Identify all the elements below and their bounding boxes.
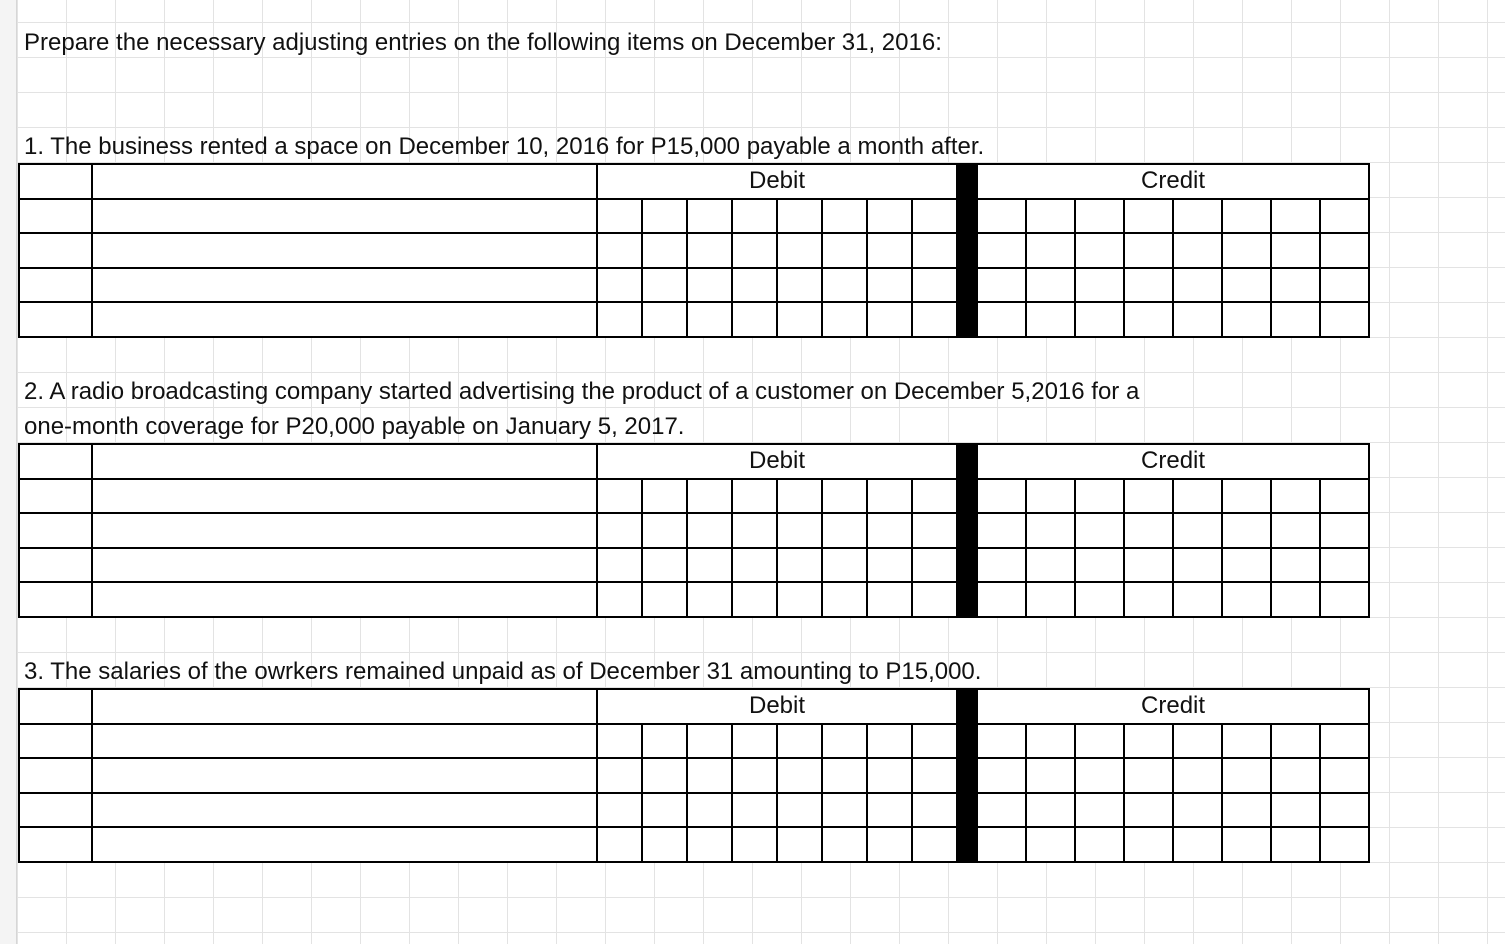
account-title-cell[interactable] (92, 689, 597, 724)
account-title-cell[interactable] (92, 827, 597, 862)
credit-digit-cell[interactable] (1075, 827, 1124, 862)
credit-digit-cell[interactable] (1026, 479, 1075, 514)
debit-digit-cell[interactable] (597, 548, 642, 583)
credit-digit-cell[interactable] (1026, 302, 1075, 337)
credit-digit-cell[interactable] (1222, 302, 1271, 337)
account-title-cell[interactable] (92, 479, 597, 514)
date-cell[interactable] (19, 479, 92, 514)
credit-digit-cell[interactable] (1320, 582, 1369, 617)
credit-digit-cell[interactable] (1173, 199, 1222, 234)
debit-digit-cell[interactable] (597, 758, 642, 793)
debit-digit-cell[interactable] (732, 233, 777, 268)
debit-digit-cell[interactable] (597, 827, 642, 862)
debit-digit-cell[interactable] (822, 302, 867, 337)
credit-digit-cell[interactable] (1271, 827, 1320, 862)
credit-digit-cell[interactable] (1075, 479, 1124, 514)
debit-digit-cell[interactable] (732, 724, 777, 759)
debit-digit-cell[interactable] (822, 827, 867, 862)
credit-digit-cell[interactable] (977, 582, 1026, 617)
debit-digit-cell[interactable] (912, 793, 957, 828)
debit-digit-cell[interactable] (597, 513, 642, 548)
row-header-gutter (0, 0, 17, 944)
journal-entry-row (19, 827, 1369, 862)
credit-digit-cell[interactable] (977, 302, 1026, 337)
debit-digit-cell[interactable] (687, 513, 732, 548)
debit-digit-cell[interactable] (777, 582, 822, 617)
debit-digit-cell[interactable] (912, 233, 957, 268)
credit-digit-cell[interactable] (1075, 302, 1124, 337)
credit-digit-cell[interactable] (1222, 548, 1271, 583)
credit-digit-cell[interactable] (1026, 724, 1075, 759)
debit-digit-cell[interactable] (822, 758, 867, 793)
journal-table-2 (18, 443, 1370, 618)
credit-digit-cell[interactable] (977, 793, 1026, 828)
item-1-text: 1. The business rented a space on December 10, 2016 for P15,000 payable a month after. (24, 133, 985, 160)
credit-digit-cell[interactable] (1222, 793, 1271, 828)
credit-digit-cell[interactable] (1026, 582, 1075, 617)
date-cell[interactable] (19, 793, 92, 828)
journal-header-row (19, 689, 1369, 724)
debit-digit-cell[interactable] (642, 479, 687, 514)
debit-digit-cell[interactable] (822, 513, 867, 548)
debit-digit-cell[interactable] (912, 479, 957, 514)
journal-entry-row (19, 582, 1369, 617)
credit-digit-cell[interactable] (1320, 827, 1369, 862)
debit-digit-cell[interactable] (687, 548, 732, 583)
credit-digit-cell[interactable] (1222, 199, 1271, 234)
credit-digit-cell[interactable] (977, 268, 1026, 303)
debit-digit-cell[interactable] (777, 199, 822, 234)
journal-entry-row (19, 513, 1369, 548)
item-3-text: 3. The salaries of the owrkers remained unpaid as of December 31 amounting to P15,000. (24, 658, 982, 685)
debit-digit-cell[interactable] (777, 513, 822, 548)
journal-entry-row (19, 199, 1369, 234)
debit-digit-cell[interactable] (912, 548, 957, 583)
journal-entry-row (19, 268, 1369, 303)
credit-digit-cell[interactable] (1026, 268, 1075, 303)
debit-digit-cell[interactable] (597, 268, 642, 303)
credit-digit-cell[interactable] (977, 548, 1026, 583)
credit-digit-cell[interactable] (977, 758, 1026, 793)
credit-digit-cell[interactable] (1124, 513, 1173, 548)
journal-entry-row (19, 724, 1369, 759)
journal-table-1 (18, 163, 1370, 338)
debit-digit-cell[interactable] (867, 233, 912, 268)
debit-digit-cell[interactable] (732, 513, 777, 548)
date-cell[interactable] (19, 827, 92, 862)
credit-digit-cell[interactable] (1075, 758, 1124, 793)
debit-digit-cell[interactable] (597, 724, 642, 759)
credit-digit-cell[interactable] (1271, 548, 1320, 583)
debit-digit-cell[interactable] (597, 582, 642, 617)
credit-digit-cell[interactable] (1222, 827, 1271, 862)
credit-digit-cell[interactable] (1320, 793, 1369, 828)
credit-digit-cell[interactable] (1271, 479, 1320, 514)
debit-digit-cell[interactable] (822, 199, 867, 234)
debit-digit-cell[interactable] (777, 758, 822, 793)
date-cell[interactable] (19, 233, 92, 268)
credit-digit-cell[interactable] (1222, 513, 1271, 548)
credit-digit-cell[interactable] (1026, 233, 1075, 268)
item-2-text-line-2: one-month coverage for P20,000 payable on January 5, 2017. (24, 413, 685, 440)
debit-digit-cell[interactable] (687, 302, 732, 337)
credit-digit-cell[interactable] (1173, 758, 1222, 793)
credit-digit-cell[interactable] (1173, 233, 1222, 268)
journal-header-row (19, 444, 1369, 479)
credit-digit-cell[interactable] (977, 724, 1026, 759)
debit-digit-cell[interactable] (822, 724, 867, 759)
credit-digit-cell[interactable] (1271, 513, 1320, 548)
credit-digit-cell[interactable] (1026, 199, 1075, 234)
credit-digit-cell[interactable] (1222, 724, 1271, 759)
debit-digit-cell[interactable] (777, 548, 822, 583)
debit-digit-cell[interactable] (912, 513, 957, 548)
date-cell[interactable] (19, 444, 92, 479)
debit-digit-cell[interactable] (732, 268, 777, 303)
credit-digit-cell[interactable] (1173, 793, 1222, 828)
credit-digit-cell[interactable] (1124, 758, 1173, 793)
debit-digit-cell[interactable] (687, 582, 732, 617)
debit-digit-cell[interactable] (687, 479, 732, 514)
account-title-cell[interactable] (92, 444, 597, 479)
debit-digit-cell[interactable] (687, 793, 732, 828)
credit-header: Credit (977, 444, 1369, 479)
debit-digit-cell[interactable] (597, 233, 642, 268)
credit-digit-cell[interactable] (977, 827, 1026, 862)
credit-digit-cell[interactable] (1026, 793, 1075, 828)
debit-digit-cell[interactable] (642, 199, 687, 234)
debit-digit-cell[interactable] (642, 302, 687, 337)
debit-digit-cell[interactable] (822, 268, 867, 303)
debit-digit-cell[interactable] (912, 724, 957, 759)
debit-digit-cell[interactable] (867, 582, 912, 617)
debit-digit-cell[interactable] (822, 548, 867, 583)
debit-digit-cell[interactable] (867, 268, 912, 303)
credit-digit-cell[interactable] (1075, 793, 1124, 828)
journal-entry-row (19, 548, 1369, 583)
debit-digit-cell[interactable] (867, 548, 912, 583)
item-2-text-line-1: 2. A radio broadcasting company started advertising the product of a customer on December 5,2016 for a (24, 378, 1140, 405)
debit-digit-cell[interactable] (867, 513, 912, 548)
debit-digit-cell[interactable] (822, 479, 867, 514)
debit-digit-cell[interactable] (642, 233, 687, 268)
debit-digit-cell[interactable] (642, 548, 687, 583)
debit-digit-cell[interactable] (732, 199, 777, 234)
debit-digit-cell[interactable] (732, 548, 777, 583)
credit-digit-cell[interactable] (1320, 513, 1369, 548)
date-cell[interactable] (19, 302, 92, 337)
credit-digit-cell[interactable] (1173, 268, 1222, 303)
credit-digit-cell[interactable] (1075, 233, 1124, 268)
debit-digit-cell[interactable] (687, 827, 732, 862)
journal-entry-row (19, 479, 1369, 514)
debit-digit-cell[interactable] (777, 724, 822, 759)
credit-digit-cell[interactable] (1075, 724, 1124, 759)
credit-digit-cell[interactable] (1222, 268, 1271, 303)
credit-digit-cell[interactable] (1173, 582, 1222, 617)
date-cell[interactable] (19, 689, 92, 724)
credit-digit-cell[interactable] (1271, 199, 1320, 234)
credit-digit-cell[interactable] (1075, 548, 1124, 583)
credit-digit-cell[interactable] (1075, 513, 1124, 548)
journal-entry-row (19, 793, 1369, 828)
debit-digit-cell[interactable] (822, 233, 867, 268)
credit-digit-cell[interactable] (1124, 548, 1173, 583)
debit-digit-cell[interactable] (867, 199, 912, 234)
credit-digit-cell[interactable] (1124, 479, 1173, 514)
debit-digit-cell[interactable] (687, 758, 732, 793)
debit-digit-cell[interactable] (912, 758, 957, 793)
debit-digit-cell[interactable] (597, 479, 642, 514)
credit-digit-cell[interactable] (1173, 548, 1222, 583)
journal-entry-row (19, 758, 1369, 793)
debit-digit-cell[interactable] (732, 582, 777, 617)
credit-digit-cell[interactable] (1026, 548, 1075, 583)
credit-digit-cell[interactable] (1271, 268, 1320, 303)
debit-digit-cell[interactable] (642, 758, 687, 793)
credit-digit-cell[interactable] (1124, 827, 1173, 862)
debit-digit-cell[interactable] (777, 479, 822, 514)
account-title-cell[interactable] (92, 582, 597, 617)
journal-entry-row (19, 302, 1369, 337)
account-title-cell[interactable] (92, 164, 597, 199)
account-title-cell[interactable] (92, 513, 597, 548)
credit-digit-cell[interactable] (1173, 302, 1222, 337)
debit-digit-cell[interactable] (867, 793, 912, 828)
credit-digit-cell[interactable] (1320, 199, 1369, 234)
date-cell[interactable] (19, 513, 92, 548)
credit-digit-cell[interactable] (977, 513, 1026, 548)
credit-digit-cell[interactable] (1173, 724, 1222, 759)
debit-digit-cell[interactable] (732, 827, 777, 862)
credit-digit-cell[interactable] (1320, 758, 1369, 793)
credit-digit-cell[interactable] (1271, 724, 1320, 759)
credit-digit-cell[interactable] (1124, 582, 1173, 617)
credit-digit-cell[interactable] (1320, 724, 1369, 759)
debit-digit-cell[interactable] (642, 724, 687, 759)
debit-digit-cell[interactable] (867, 302, 912, 337)
debit-header: Debit (597, 444, 957, 479)
credit-digit-cell[interactable] (1075, 582, 1124, 617)
credit-digit-cell[interactable] (1271, 302, 1320, 337)
credit-digit-cell[interactable] (1271, 233, 1320, 268)
credit-digit-cell[interactable] (1320, 233, 1369, 268)
credit-digit-cell[interactable] (1173, 513, 1222, 548)
debit-digit-cell[interactable] (777, 827, 822, 862)
journal-header-row (19, 164, 1369, 199)
credit-digit-cell[interactable] (1124, 199, 1173, 234)
account-title-cell[interactable] (92, 793, 597, 828)
debit-digit-cell[interactable] (687, 233, 732, 268)
debit-digit-cell[interactable] (777, 233, 822, 268)
credit-digit-cell[interactable] (1320, 548, 1369, 583)
debit-credit-separator (957, 444, 977, 617)
credit-digit-cell[interactable] (1124, 233, 1173, 268)
debit-digit-cell[interactable] (687, 199, 732, 234)
date-cell[interactable] (19, 582, 92, 617)
debit-digit-cell[interactable] (732, 302, 777, 337)
debit-digit-cell[interactable] (642, 582, 687, 617)
debit-digit-cell[interactable] (687, 724, 732, 759)
credit-digit-cell[interactable] (1222, 479, 1271, 514)
debit-digit-cell[interactable] (912, 268, 957, 303)
debit-digit-cell[interactable] (822, 582, 867, 617)
debit-digit-cell[interactable] (597, 793, 642, 828)
debit-digit-cell[interactable] (642, 513, 687, 548)
debit-digit-cell[interactable] (642, 793, 687, 828)
account-title-cell[interactable] (92, 268, 597, 303)
credit-digit-cell[interactable] (1173, 827, 1222, 862)
debit-digit-cell[interactable] (867, 724, 912, 759)
credit-digit-cell[interactable] (1222, 233, 1271, 268)
credit-digit-cell[interactable] (977, 233, 1026, 268)
debit-digit-cell[interactable] (732, 758, 777, 793)
journal-entry-row (19, 233, 1369, 268)
date-cell[interactable] (19, 758, 92, 793)
credit-digit-cell[interactable] (1124, 793, 1173, 828)
debit-header: Debit (597, 164, 957, 199)
date-cell[interactable] (19, 548, 92, 583)
credit-digit-cell[interactable] (977, 479, 1026, 514)
debit-credit-separator (957, 689, 977, 862)
debit-digit-cell[interactable] (597, 199, 642, 234)
debit-digit-cell[interactable] (912, 199, 957, 234)
debit-digit-cell[interactable] (732, 793, 777, 828)
account-title-cell[interactable] (92, 548, 597, 583)
credit-digit-cell[interactable] (1173, 479, 1222, 514)
credit-digit-cell[interactable] (1026, 827, 1075, 862)
credit-digit-cell[interactable] (977, 199, 1026, 234)
debit-digit-cell[interactable] (822, 793, 867, 828)
journal-table-3 (18, 688, 1370, 863)
debit-digit-cell[interactable] (867, 758, 912, 793)
debit-digit-cell[interactable] (642, 268, 687, 303)
credit-digit-cell[interactable] (1271, 582, 1320, 617)
credit-digit-cell[interactable] (1320, 302, 1369, 337)
account-title-cell[interactable] (92, 758, 597, 793)
credit-digit-cell[interactable] (1026, 758, 1075, 793)
credit-digit-cell[interactable] (1075, 199, 1124, 234)
debit-digit-cell[interactable] (912, 827, 957, 862)
credit-digit-cell[interactable] (1222, 758, 1271, 793)
debit-digit-cell[interactable] (777, 302, 822, 337)
debit-digit-cell[interactable] (867, 479, 912, 514)
credit-header: Credit (977, 689, 1369, 724)
credit-digit-cell[interactable] (1320, 479, 1369, 514)
debit-digit-cell[interactable] (732, 479, 777, 514)
debit-credit-separator (957, 164, 977, 337)
debit-digit-cell[interactable] (687, 268, 732, 303)
account-title-cell[interactable] (92, 302, 597, 337)
credit-digit-cell[interactable] (1124, 302, 1173, 337)
date-cell[interactable] (19, 268, 92, 303)
instruction-text: Prepare the necessary adjusting entries on the following items on December 31, 2016: (24, 29, 942, 56)
debit-digit-cell[interactable] (642, 827, 687, 862)
debit-digit-cell[interactable] (912, 302, 957, 337)
credit-digit-cell[interactable] (1271, 758, 1320, 793)
credit-digit-cell[interactable] (1124, 724, 1173, 759)
credit-digit-cell[interactable] (1320, 268, 1369, 303)
account-title-cell[interactable] (92, 233, 597, 268)
debit-header: Debit (597, 689, 957, 724)
date-cell[interactable] (19, 164, 92, 199)
debit-digit-cell[interactable] (867, 827, 912, 862)
debit-digit-cell[interactable] (912, 582, 957, 617)
date-cell[interactable] (19, 724, 92, 759)
credit-header: Credit (977, 164, 1369, 199)
debit-digit-cell[interactable] (597, 302, 642, 337)
account-title-cell[interactable] (92, 724, 597, 759)
date-cell[interactable] (19, 199, 92, 234)
credit-digit-cell[interactable] (1271, 793, 1320, 828)
debit-digit-cell[interactable] (777, 793, 822, 828)
credit-digit-cell[interactable] (1026, 513, 1075, 548)
credit-digit-cell[interactable] (1075, 268, 1124, 303)
credit-digit-cell[interactable] (1124, 268, 1173, 303)
account-title-cell[interactable] (92, 199, 597, 234)
debit-digit-cell[interactable] (777, 268, 822, 303)
credit-digit-cell[interactable] (1222, 582, 1271, 617)
